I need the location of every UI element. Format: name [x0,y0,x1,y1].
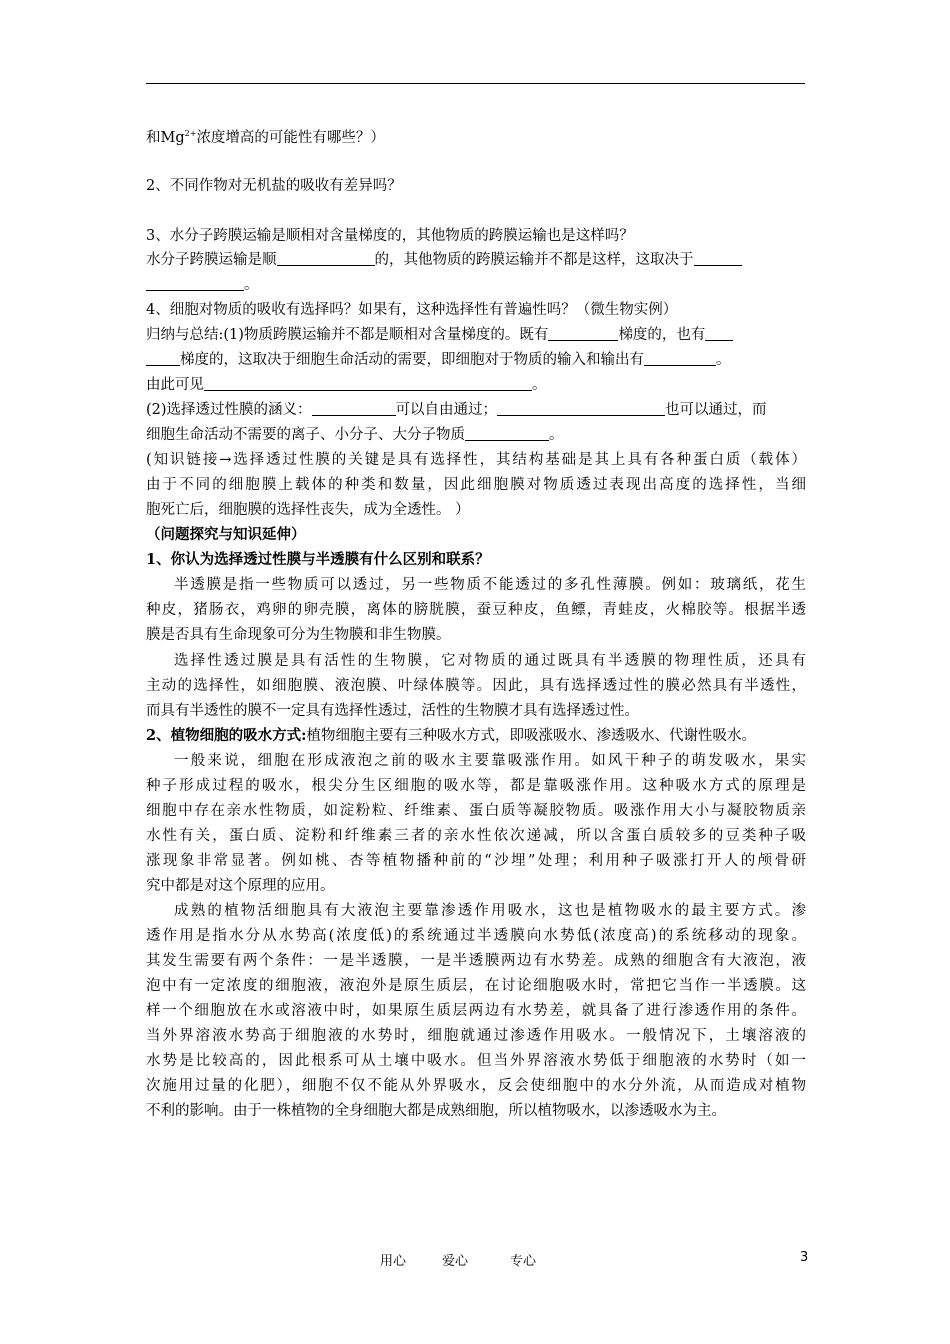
answer-3-cont: 。 [146,275,806,295]
question-heading-2: 2、植物细胞的吸水方式:植物细胞主要有三种吸水方式，即吸涨吸水、渗透吸水、代谢性吸水。 [146,727,756,744]
text-line: 和$Mg^{2+}$浓度增高的可能性有哪些？） [146,129,385,146]
summary-line-1: 归纳与总结:(1)物质跨膜运输并不都是顺相对含量梯度的。既有 梯度的，也有 [146,325,806,345]
fill-blank[interactable] [705,326,733,341]
fill-blank[interactable] [497,401,665,416]
fill-blank[interactable] [548,326,618,341]
paragraph-line: 水势是比较高的，因此根系可从土壤中吸水。但当外界溶液水势低于细胞液的水势时（如一 [146,1053,806,1069]
paragraph-line: 不利的影响。由于一株植物的全身细胞大都是成熟细胞，所以植物吸水，以渗透吸水为主。 [146,1103,726,1119]
footer-text-2: 爱心 [442,1254,469,1269]
fill-blank[interactable] [146,351,180,366]
question-heading-1: 1、你认为选择透过性膜与半透膜有什么区别和联系？ [146,551,490,568]
summary-line-3: 由此可见 。 [146,377,547,393]
summary-line-4: (2)选择透过性膜的涵义： 可以自由通过； 也可以通过，而 [146,402,767,418]
question-2: 2、不同作物对无机盐的吸收有差异吗？ [146,178,402,194]
paragraph-line: 细胞中存在亲水性物质，如淀粉粒、纤维素、蛋白质等凝胶物质。吸涨作用大小与凝胶物质亲 [146,803,806,819]
paragraph-line: 次施用过量的化肥），细胞不仅不能从外界吸水，反会使细胞中的水分外流，从而造成对植物 [146,1078,806,1094]
fill-blank[interactable] [312,401,396,416]
paragraph-line: 主动的选择性，如细胞膜、液泡膜、叶绿体膜等。因此，具有选择透过性的膜必然具有半透性， [146,678,806,694]
fill-blank[interactable] [694,251,742,266]
paragraph-line: 成熟的植物活细胞具有大液泡主要靠渗透作用吸水，这也是植物吸水的最主要方式。渗 [174,903,806,919]
paragraph-line: 种皮，猪肠衣，鸡卵的卵壳膜，离体的膀胱膜，蚕豆种皮，鱼鳔，青蛙皮，火棉胶等。根据半透 [146,602,806,618]
answer-3: 水分子跨膜运输是顺 的，其他物质的跨膜运输并不都是这样，这取决于 [146,250,806,270]
fill-blank[interactable] [204,376,532,391]
header-rule [146,83,805,84]
knowledge-link-2: 由于不同的细胞膜上载体的种类和数量，因此细胞膜对物质透过表现出高度的选择性，当细 [146,477,806,493]
paragraph-line: 泡中有一定浓度的细胞液，液泡外是原生质层，在讨论细胞吸水时，常把它当作一半透膜。这 [146,978,806,994]
footer-text-1: 用心 [380,1254,407,1269]
paragraph-line: 选择性透过膜是具有活性的生物膜，它对物质的通过既具有半透膜的物理性质，还具有 [174,653,806,669]
paragraph-line: 究中都是对这个原理的应用。 [146,878,335,894]
page-number: 3 [800,1250,809,1265]
summary-line-5: 细胞生命活动不需要的离子、小分子、大分子物质 。 [146,427,564,443]
section-heading: （问题探究与知识延伸） [146,526,306,543]
fill-blank[interactable] [644,351,716,366]
paragraph-line: 膜是否具有生命现象可分为生物膜和非生物膜。 [146,627,451,643]
paragraph-line: 其发生需要有两个条件：一是半透膜，一是半透膜两边有水势差。成熟的细胞含有大液泡，液 [146,953,806,969]
fill-blank[interactable] [277,251,375,266]
paragraph-line: 而具有半透性的膜不一定具有选择性透过，活性的生物膜才具有选择透过性。 [146,703,639,719]
fill-blank[interactable] [146,276,244,291]
question-3: 3、水分子跨膜运输是顺相对含量梯度的，其他物质的跨膜运输也是这样吗？ [146,228,634,244]
knowledge-link-1: (知识链接→选择透过性膜的关键是具有选择性，其结构基础是其上具有各种蛋白质（载体） [146,452,806,468]
paragraph-line: 样一个细胞放在水或溶液中时，如果原生质层两边有水势差，就具备了进行渗透作用的条件。 [146,1003,806,1019]
paragraph-line: 涨现象非常显著。例如桃、杏等植物播种前的“沙埋”处理；利用种子吸涨打开人的颅骨研 [146,853,806,869]
paragraph-line: 当外界溶液水势高于细胞液的水势时，细胞就通过渗透作用吸水。一般情况下，土壤溶液的 [146,1028,806,1044]
paragraph-line: 透作用是指水分从水势高(浓度低)的系统通过半透膜向水势低(浓度高)的系统移动的现象。 [146,928,806,944]
summary-line-2: 梯度的，这取决于细胞生命活动的需要，即细胞对于物质的输入和输出有 。 [146,350,806,370]
question-4: 4、细胞对物质的吸收有选择吗？如果有，这种选择性有普遍性吗？（微生物实例） [146,302,678,318]
knowledge-link-3: 胞死亡后，细胞膜的选择性丧失，成为全透性。 ） [146,502,470,518]
footer-text-3: 专心 [510,1254,537,1269]
paragraph-line: 半透膜是指一些物质可以透过，另一些物质不能透过的多孔性薄膜。例如：玻璃纸，花生 [174,577,806,593]
paragraph-line: 一般来说，细胞在形成液泡之前的吸水主要靠吸涨作用。如风干种子的萌发吸水，果实 [174,753,806,769]
fill-blank[interactable] [465,426,549,441]
paragraph-line: 种子形成过程的吸水，根尖分生区细胞的吸水等，都是靠吸涨作用。这种吸水方式的原理是 [146,778,806,794]
paragraph-line: 水性有关，蛋白质、淀粉和纤维素三者的亲水性依次递减，所以含蛋白质较多的豆类种子吸 [146,828,806,844]
